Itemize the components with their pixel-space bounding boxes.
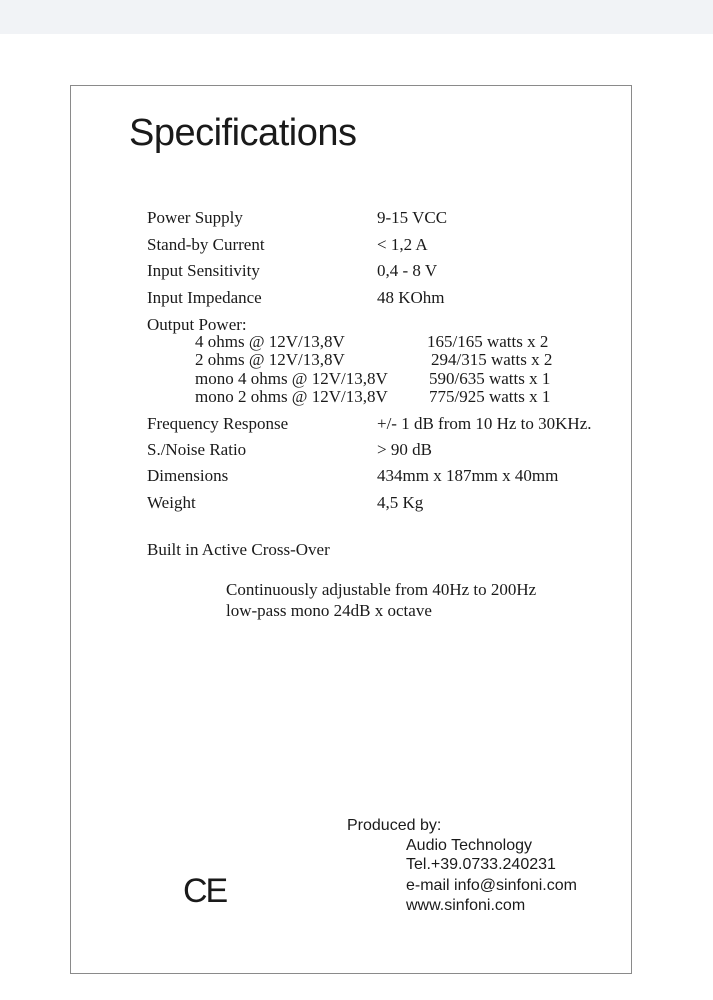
top-bar	[0, 0, 713, 34]
output-power-condition: 2 ohms @ 12V/13,8V	[195, 350, 345, 369]
crossover-line: low-pass mono 24dB x octave	[226, 601, 432, 620]
spec-value: 434mm x 187mm x 40mm	[377, 466, 559, 485]
output-power-value: 590/635 watts x 1	[429, 369, 551, 388]
spec-value: 4,5 Kg	[377, 493, 424, 512]
output-power-condition: 4 ohms @ 12V/13,8V	[195, 332, 345, 351]
spec-label: Dimensions	[147, 466, 229, 485]
spec-label: Power Supply	[147, 208, 243, 227]
ce-mark-logo: CE	[183, 872, 227, 910]
spec-row-frequency-response	[147, 414, 592, 434]
output-power-value: 775/925 watts x 1	[429, 387, 551, 406]
spec-row-noise-ratio	[147, 440, 432, 460]
producer-company: Audio Technology	[406, 837, 533, 854]
spec-row-weight	[147, 493, 424, 513]
producer-label: Produced by:	[347, 817, 442, 834]
producer-email: e-mail info@sinfoni.com	[406, 877, 577, 894]
spec-value: +/- 1 dB from 10 Hz to 30KHz.	[377, 414, 592, 433]
producer-website: www.sinfoni.com	[406, 897, 526, 914]
output-power-condition: mono 2 ohms @ 12V/13,8V	[195, 387, 388, 406]
spec-value: > 90 dB	[377, 440, 432, 459]
spec-value: 48 KOhm	[377, 288, 445, 307]
spec-value: 0,4 - 8 V	[377, 261, 438, 280]
crossover-title: Built in Active Cross-Over	[147, 540, 330, 559]
spec-value: < 1,2 A	[377, 235, 428, 254]
spec-label: Input Impedance	[147, 288, 262, 307]
spec-row-standby-current	[147, 235, 428, 255]
output-power-row	[195, 369, 551, 388]
spec-label: Stand-by Current	[147, 235, 265, 254]
output-power-row	[195, 332, 549, 351]
producer-phone: Tel.+39.0733.240231	[406, 856, 556, 873]
spec-value: 9-15 VCC	[377, 208, 448, 227]
page-title: Specifications	[129, 112, 357, 154]
output-power-value: 165/165 watts x 2	[427, 332, 549, 351]
spec-row-input-impedance	[147, 288, 445, 308]
spec-label: Input Sensitivity	[147, 261, 260, 280]
output-power-label: Output Power:	[147, 315, 247, 334]
output-power-row	[195, 350, 553, 369]
output-power-condition: mono 4 ohms @ 12V/13,8V	[195, 369, 388, 388]
spec-row-input-sensitivity	[147, 261, 438, 281]
output-power-value: 294/315 watts x 2	[431, 350, 553, 369]
spec-row-power-supply	[147, 208, 448, 228]
spec-label: Weight	[147, 493, 196, 512]
spec-label: Frequency Response	[147, 414, 289, 433]
specifications-page	[70, 85, 632, 974]
spec-row-dimensions	[147, 466, 559, 486]
output-power-row	[195, 387, 551, 406]
crossover-line: Continuously adjustable from 40Hz to 200Hz	[226, 580, 537, 599]
spec-label: S./Noise Ratio	[147, 440, 247, 459]
